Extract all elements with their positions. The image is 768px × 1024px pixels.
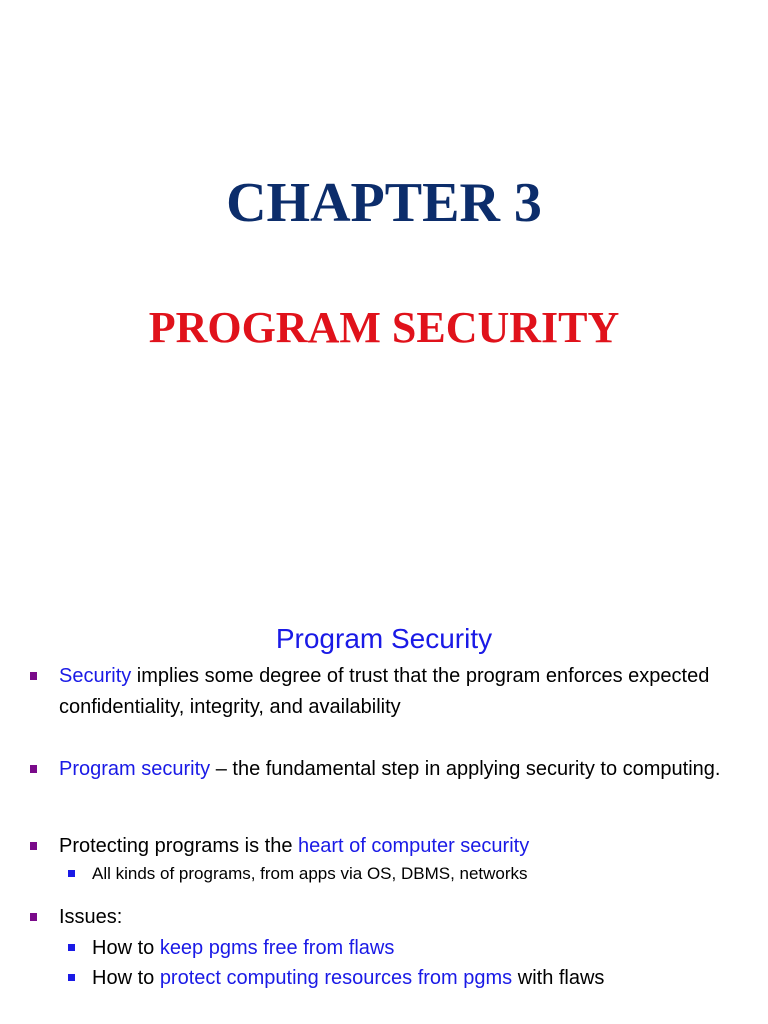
bullet-square-icon bbox=[30, 842, 37, 850]
sub-bullet-square-icon bbox=[68, 870, 75, 877]
bullet-square-icon bbox=[30, 672, 37, 680]
bullet-issues bbox=[59, 902, 739, 933]
sub-bullet-highlight: protect computing resources from pgms bbox=[159, 967, 513, 989]
bullet-protecting-programs bbox=[59, 831, 739, 862]
sub-bullet-keep-free-from-flaws bbox=[92, 933, 752, 963]
sub-bullet-square-icon bbox=[68, 944, 75, 951]
sub-bullet-prefix: How to bbox=[92, 967, 160, 989]
bullet-program-security bbox=[59, 754, 739, 785]
bullet-square-icon bbox=[30, 765, 37, 773]
chapter-subtitle: PROGRAM SECURITY bbox=[148, 303, 620, 352]
bullet-text: – the fundamental step in applying security to computing. bbox=[210, 758, 721, 780]
sub-bullet-protect-resources bbox=[92, 963, 752, 993]
sub-bullet-highlight: keep pgms free from flaws bbox=[159, 937, 395, 959]
bullet-highlight: Program security bbox=[59, 758, 211, 780]
sub-bullet-square-icon bbox=[68, 974, 75, 981]
bullet-square-icon bbox=[30, 913, 37, 921]
bullet-highlight: Security bbox=[59, 665, 132, 687]
sub-bullet-program-kinds bbox=[92, 863, 752, 885]
bullet-text: implies some degree of trust that the program enforces expected confidentiality, integrity, and availability bbox=[59, 665, 710, 718]
bullet-text: Protecting programs is the bbox=[59, 835, 298, 857]
sub-bullet-text: All kinds of programs, from apps via OS, DBMS, networks bbox=[92, 864, 528, 883]
chapter-title: CHAPTER 3 bbox=[226, 172, 542, 234]
sub-bullet-suffix: with flaws bbox=[512, 967, 605, 989]
sub-bullet-prefix: How to bbox=[92, 937, 160, 959]
bullet-highlight: heart of computer security bbox=[298, 835, 530, 857]
bullet-text: Issues: bbox=[59, 906, 123, 928]
slide-heading: Program Security bbox=[275, 623, 493, 654]
bullet-security-trust bbox=[59, 661, 739, 723]
